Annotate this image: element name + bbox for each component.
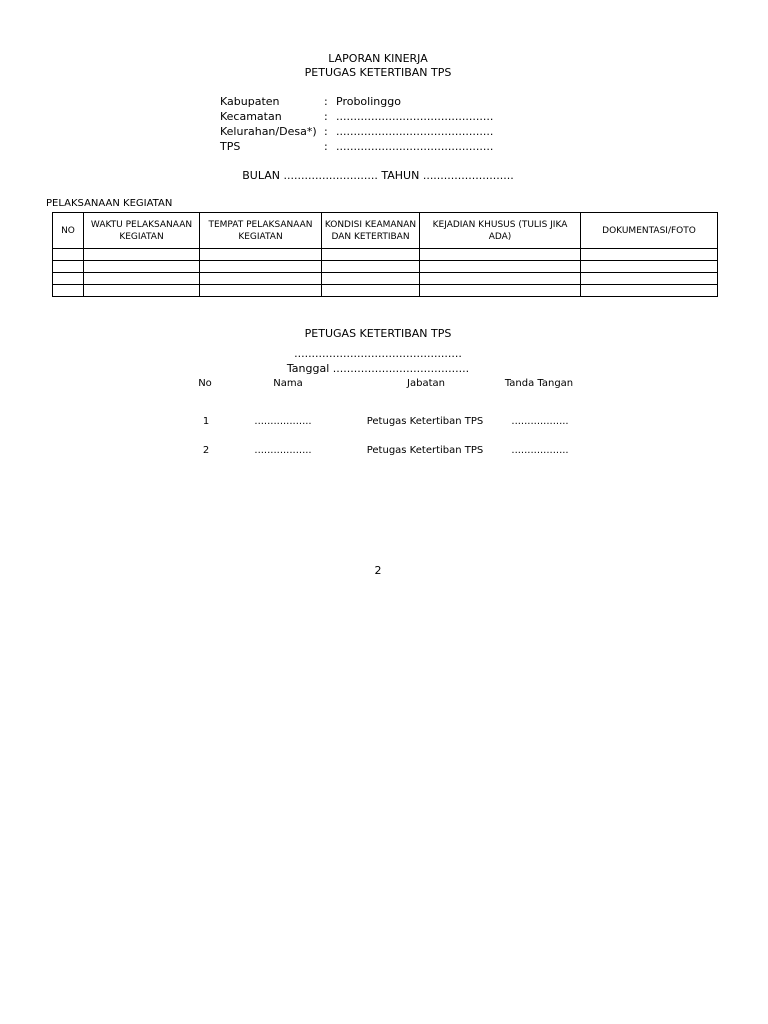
sig-row-2-jabatan: Petugas Ketertiban TPS xyxy=(366,445,484,456)
table-cell[interactable] xyxy=(200,273,322,285)
info-separator: : xyxy=(324,140,328,153)
table-cell[interactable] xyxy=(420,249,581,261)
info-row-kecamatan xyxy=(220,110,493,123)
sig-col-no: No xyxy=(198,378,212,389)
report-subtitle: PETUGAS KETERTIBAN TPS xyxy=(304,66,452,79)
table-cell[interactable] xyxy=(200,249,322,261)
info-row-tps xyxy=(220,140,493,153)
table-cell[interactable] xyxy=(84,285,200,297)
signature-title: PETUGAS KETERTIBAN TPS xyxy=(304,327,452,340)
table-cell[interactable] xyxy=(53,261,84,273)
sig-row-1-ttd: .................. xyxy=(511,416,569,427)
period-line: BULAN ........................... TAHUN .......................... xyxy=(242,169,514,182)
table-row xyxy=(53,249,718,261)
table-row xyxy=(53,261,718,273)
page-number: 2 xyxy=(374,564,382,577)
activity-table xyxy=(52,212,718,297)
table-cell[interactable] xyxy=(322,249,420,261)
info-value: ............................................. xyxy=(336,110,494,123)
sig-col-nama: Nama xyxy=(273,378,303,389)
table-cell[interactable] xyxy=(84,261,200,273)
table-cell[interactable] xyxy=(200,261,322,273)
table-row xyxy=(53,285,718,297)
sig-row-2-ttd: .................. xyxy=(511,445,569,456)
sig-row-1-jabatan: Petugas Ketertiban TPS xyxy=(366,416,484,427)
col-header-kondisi: KONDISI KEAMANAN DAN KETERTIBAN xyxy=(322,213,420,249)
report-title: LAPORAN KINERJA xyxy=(328,52,428,65)
info-separator: : xyxy=(324,95,328,108)
table-cell[interactable] xyxy=(322,273,420,285)
table-cell[interactable] xyxy=(322,261,420,273)
sig-row-2-nama: .................. xyxy=(254,445,312,456)
table-cell[interactable] xyxy=(581,285,718,297)
info-label: TPS xyxy=(220,140,241,153)
table-cell[interactable] xyxy=(322,285,420,297)
info-separator: : xyxy=(324,125,328,138)
table-row xyxy=(53,273,718,285)
table-cell[interactable] xyxy=(53,249,84,261)
table-cell[interactable] xyxy=(581,273,718,285)
table-cell[interactable] xyxy=(200,285,322,297)
info-value: ............................................. xyxy=(336,140,494,153)
sig-row-1-nama: .................. xyxy=(254,416,312,427)
col-header-dokumentasi: DOKUMENTASI/FOTO xyxy=(581,213,718,249)
sig-col-ttd: Tanda Tangan xyxy=(504,378,574,389)
table-cell[interactable] xyxy=(420,285,581,297)
info-label: Kecamatan xyxy=(220,110,282,123)
col-header-no: NO xyxy=(53,213,84,249)
table-cell[interactable] xyxy=(84,273,200,285)
sig-col-jabatan: Jabatan xyxy=(407,378,445,389)
table-cell[interactable] xyxy=(420,261,581,273)
table-cell[interactable] xyxy=(420,273,581,285)
table-header-row xyxy=(53,213,718,249)
sig-row-2-no: 2 xyxy=(202,445,210,456)
info-value: ............................................. xyxy=(336,125,494,138)
info-row-kelurahan xyxy=(220,125,493,138)
col-header-kejadian: KEJADIAN KHUSUS (TULIS JIKA ADA) xyxy=(420,213,581,249)
section-title: PELAKSANAAN KEGIATAN xyxy=(46,198,173,209)
col-header-waktu: WAKTU PELAKSANAAN KEGIATAN xyxy=(84,213,200,249)
table-cell[interactable] xyxy=(84,249,200,261)
table-cell[interactable] xyxy=(581,261,718,273)
table-cell[interactable] xyxy=(53,285,84,297)
signature-place-line: ................................................ xyxy=(294,347,462,360)
info-separator: : xyxy=(324,110,328,123)
table-cell[interactable] xyxy=(581,249,718,261)
table-cell[interactable] xyxy=(53,273,84,285)
info-label: Kelurahan/Desa*) xyxy=(220,125,317,138)
info-label: Kabupaten xyxy=(220,95,280,108)
signature-date-line: Tanggal ....................................... xyxy=(286,362,470,375)
col-header-tempat: TEMPAT PELAKSANAAN KEGIATAN xyxy=(200,213,322,249)
info-value: Probolinggo xyxy=(336,95,401,108)
info-row-kabupaten xyxy=(220,95,401,108)
sig-row-1-no: 1 xyxy=(202,416,210,427)
